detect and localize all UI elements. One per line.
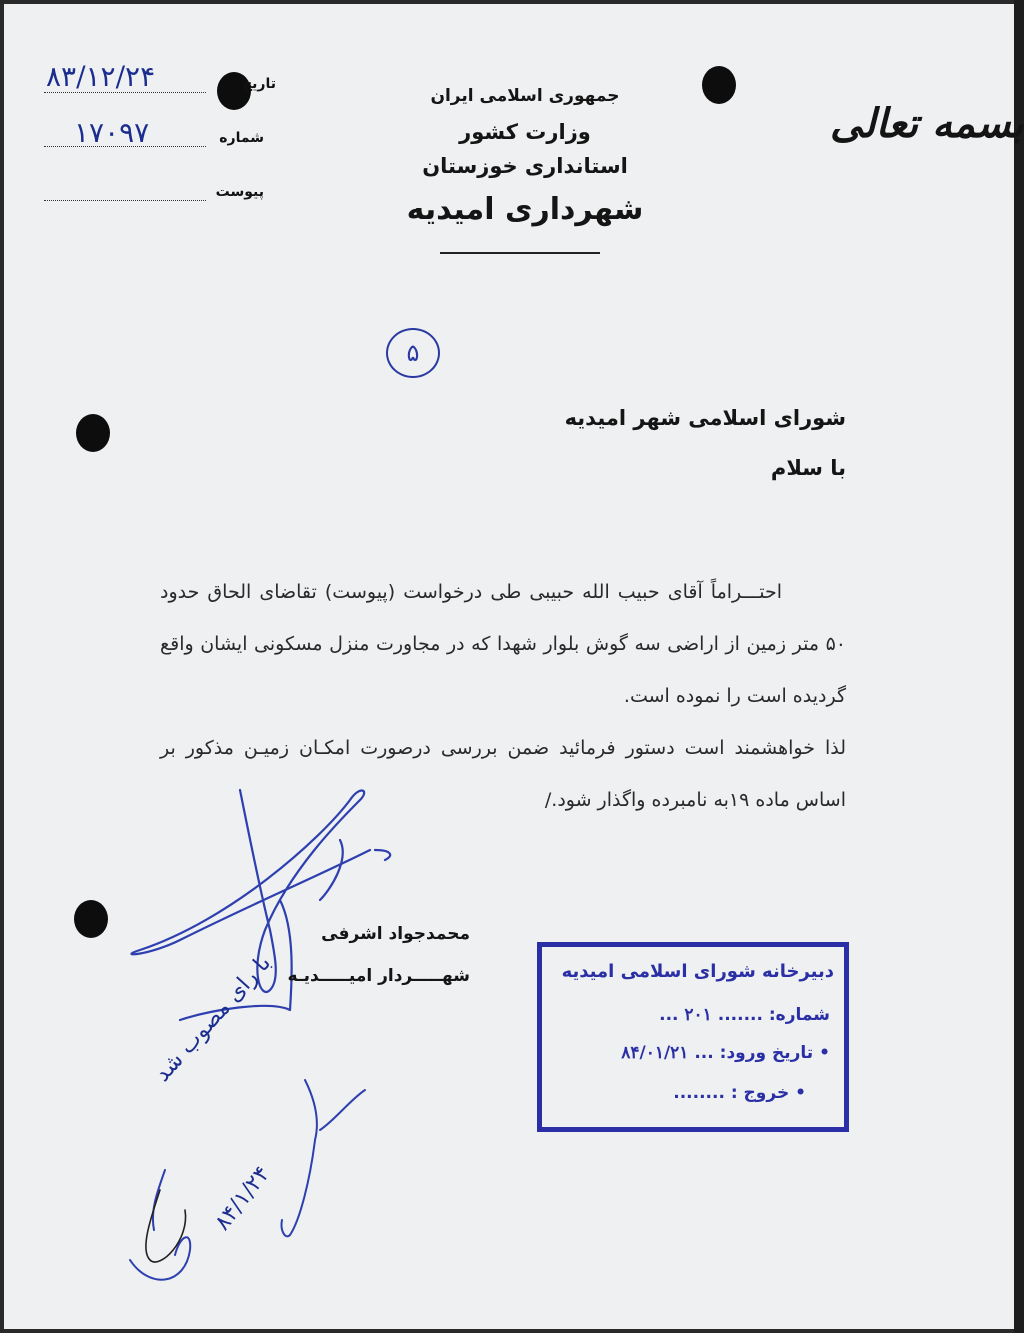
approval-note-line-2: ۸۴/۱/۲۴	[210, 1161, 276, 1236]
date-field	[44, 60, 276, 102]
number-field	[44, 116, 264, 156]
greeting: با سلام	[770, 456, 846, 480]
circled-number: ۵	[386, 328, 440, 378]
header-divider	[440, 252, 600, 254]
signer-name: محمدجواد اشرفی	[321, 924, 470, 944]
number-label: شماره	[219, 130, 264, 146]
attachment-field	[44, 180, 264, 210]
stamp-entry-label: تاریخ ورود:	[719, 1043, 814, 1063]
stamp-exit-label: خروج :	[730, 1083, 790, 1103]
bismillah-heading: بسمه تعالی	[830, 100, 1024, 147]
header-country: جمهوری اسلامی ایران	[430, 86, 620, 106]
approval-initials	[110, 1060, 390, 1290]
signer-title: شهـــــردار امیـــــدیـه	[287, 966, 470, 986]
approval-note-line-1: با رای مصوب شد	[150, 950, 277, 1087]
stamp-number-row: شماره: ....... ۲۰۱ ...	[659, 1005, 830, 1025]
stamp-exit-row: • خروج : ........	[673, 1083, 806, 1103]
stamp-exit-value: ........	[673, 1083, 725, 1103]
stamp-title: دبیرخانه شورای اسلامی امیدیه	[561, 961, 834, 982]
punch-hole	[702, 66, 736, 104]
stamp-number-value: ۲۰۱	[684, 1005, 712, 1025]
attachment-label: پیوست	[215, 184, 264, 200]
punch-hole	[76, 414, 110, 452]
addressee: شورای اسلامی شهر امیدیه	[564, 406, 846, 430]
signature-scribble	[120, 780, 420, 1030]
header-municipality: شهرداری امیدیه	[406, 192, 644, 227]
stamp-entry-value: ۸۴/۰۱/۲۱	[621, 1043, 689, 1063]
attachment-line	[44, 200, 206, 201]
body-paragraph: احتـــراماً آقای حبیب الله حبیبی طی درخواست (پیوست) تقاضای الحاق حدود ۵۰ متر زمین از اراضی سه گوش بلوار شهدا که در مجاورت منزل مسکونی ایشان واقع گردیده است را نموده است.	[160, 581, 846, 707]
date-label: تاریخ	[242, 76, 276, 92]
scan-edge	[1014, 0, 1024, 1333]
stamp-entry-row: • تاریخ ورود: ... ۸۴/۰۱/۲۱	[621, 1043, 830, 1063]
header-ministry: وزارت کشور	[459, 120, 591, 144]
number-value: ۱۷۰۹۷	[74, 116, 150, 149]
header-province: استانداری خوزستان	[422, 154, 628, 178]
date-value: ۸۳/۱۲/۲۴	[46, 60, 156, 93]
stamp-number-label: شماره:	[768, 1005, 830, 1025]
secretariat-stamp	[537, 942, 849, 1132]
punch-hole	[74, 900, 108, 938]
body-paragraph: لذا خواهشمند است دستور فرمائید ضمن بررسی درصورت امکـان زمیـن مذکور بر اساس ماده ۱۹به نامبرده واگذار شود./	[160, 737, 846, 811]
